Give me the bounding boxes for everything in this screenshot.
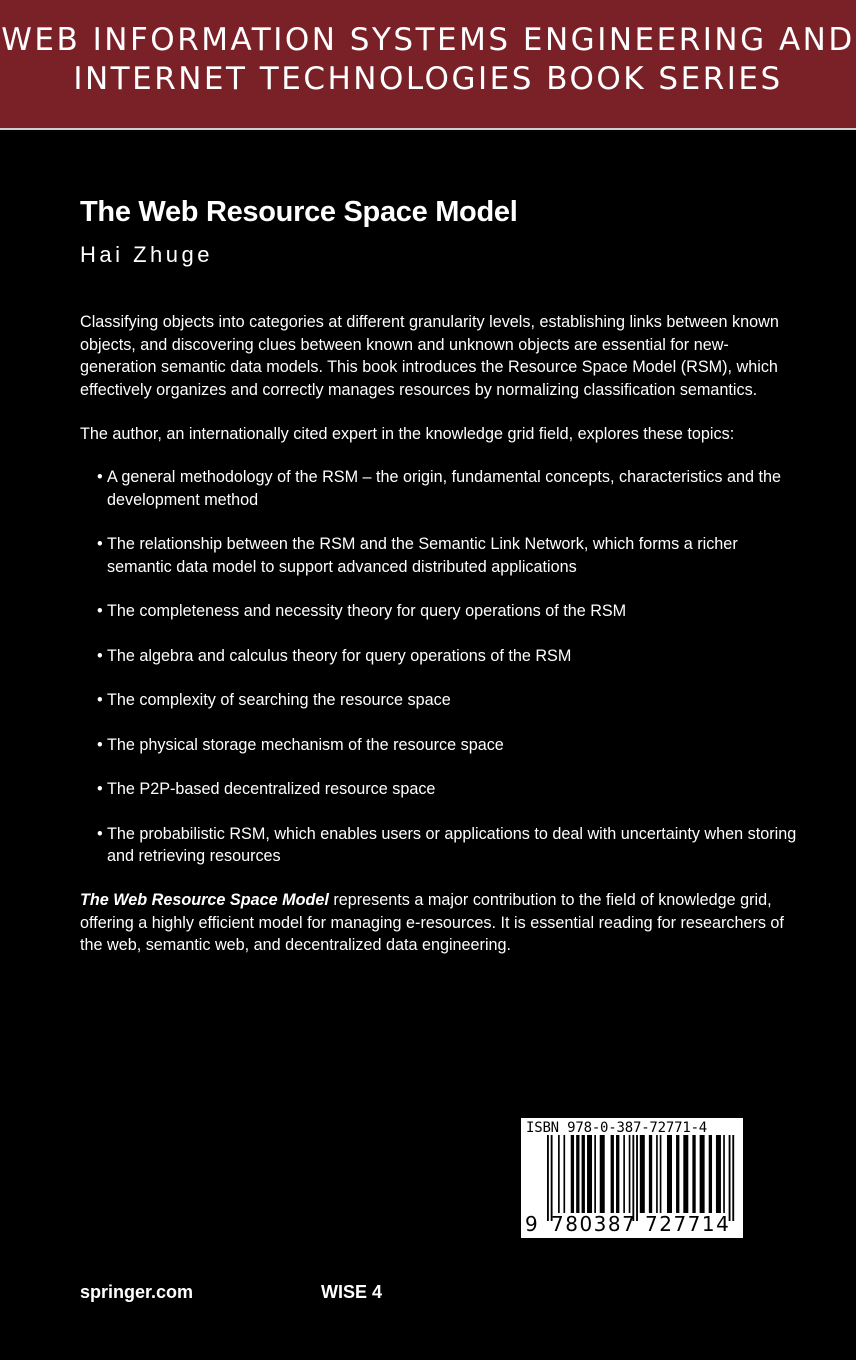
- barcode-bar: [623, 1135, 625, 1213]
- barcode-bar: [600, 1135, 605, 1213]
- barcode-bar: [558, 1135, 560, 1213]
- barcode-bar: [709, 1135, 712, 1213]
- list-item: • The physical storage mechanism of the resource space: [97, 734, 797, 757]
- barcode-digit-lead: 9: [525, 1212, 538, 1236]
- barcode-bar: [649, 1135, 652, 1213]
- series-title-line-2: INTERNET TECHNOLOGIES BOOK SERIES: [73, 61, 783, 97]
- barcode-bar: [729, 1135, 731, 1221]
- barcode-bar: [700, 1135, 705, 1213]
- isbn-label: ISBN 978-0-387-72771-4: [526, 1120, 708, 1136]
- list-item: • The complexity of searching the resource space: [97, 689, 797, 712]
- topics-lead-paragraph: The author, an internationally cited expert in the knowledge grid field, explores these topics:: [80, 425, 735, 443]
- barcode-bar: [611, 1135, 614, 1213]
- barcode-bar: [563, 1135, 565, 1213]
- barcode-bar: [640, 1135, 645, 1213]
- barcode-bar: [582, 1135, 585, 1213]
- barcode-bar: [667, 1135, 672, 1213]
- closing-book-title: The Web Resource Space Model: [80, 891, 329, 909]
- barcode-bar: [616, 1135, 619, 1213]
- book-title: The Web Resource Space Model: [80, 196, 518, 228]
- barcode-bar: [547, 1135, 549, 1221]
- barcode-bar: [594, 1135, 596, 1213]
- intro-paragraph: Classifying objects into categories at different granularity levels, establishing links between known objects, and discovering clues between known and unknown objects are essential for new-generation semantic data models. This book introduces the Resource Space Model (RSM), which effectively organizes and correctly manages resources by normalizing classification semantics.: [80, 313, 779, 399]
- topics-list: [97, 466, 797, 890]
- list-item: • A general methodology of the RSM – the origin, fundamental concepts, characteristics and the development method: [97, 466, 797, 511]
- barcode-digits-left: 780387: [551, 1212, 637, 1236]
- closing-paragraph: [80, 889, 794, 957]
- book-author: Hai Zhuge: [80, 242, 214, 267]
- list-item: • The relationship between the RSM and the Semantic Link Network, which forms a richer semantic data model to support advanced distributed applications: [97, 533, 797, 578]
- barcode-bar: [656, 1135, 658, 1213]
- series-number: WISE 4: [321, 1282, 383, 1302]
- series-title-line-1: WEB INFORMATION SYSTEMS ENGINEERING AND: [1, 22, 855, 58]
- barcode-bar: [732, 1135, 734, 1221]
- isbn-barcode: [521, 1118, 743, 1238]
- barcode-bar: [632, 1135, 634, 1221]
- barcode-bar: [576, 1135, 579, 1213]
- barcode-digits-right: 727714: [645, 1212, 731, 1236]
- barcode-bar: [551, 1135, 553, 1221]
- barcode-bar: [676, 1135, 679, 1213]
- barcode-bar: [716, 1135, 721, 1213]
- barcode-bar: [636, 1135, 638, 1221]
- closing-text: represents a major contribution to the field of knowledge grid, offering a highly efficient model for managing e-resources. It is essential reading for researchers of the web, semantic web, and decentralized data engineering.: [80, 891, 784, 954]
- list-item: • The probabilistic RSM, which enables users or applications to deal with uncertainty when storing and retrieving resources: [97, 823, 797, 868]
- barcode-bar: [629, 1135, 631, 1213]
- barcode-bar: [587, 1135, 592, 1213]
- series-banner: [0, 0, 856, 130]
- list-item: • The completeness and necessity theory for query operations of the RSM: [97, 600, 797, 623]
- publisher-url: springer.com: [80, 1282, 194, 1302]
- barcode-bar: [692, 1135, 695, 1213]
- barcode-bar: [660, 1135, 662, 1213]
- barcode-bar: [683, 1135, 688, 1213]
- barcode-bar: [723, 1135, 725, 1213]
- barcode-bar: [571, 1135, 574, 1213]
- list-item: • The P2P-based decentralized resource space: [97, 778, 797, 801]
- list-item: • The algebra and calculus theory for query operations of the RSM: [97, 645, 797, 668]
